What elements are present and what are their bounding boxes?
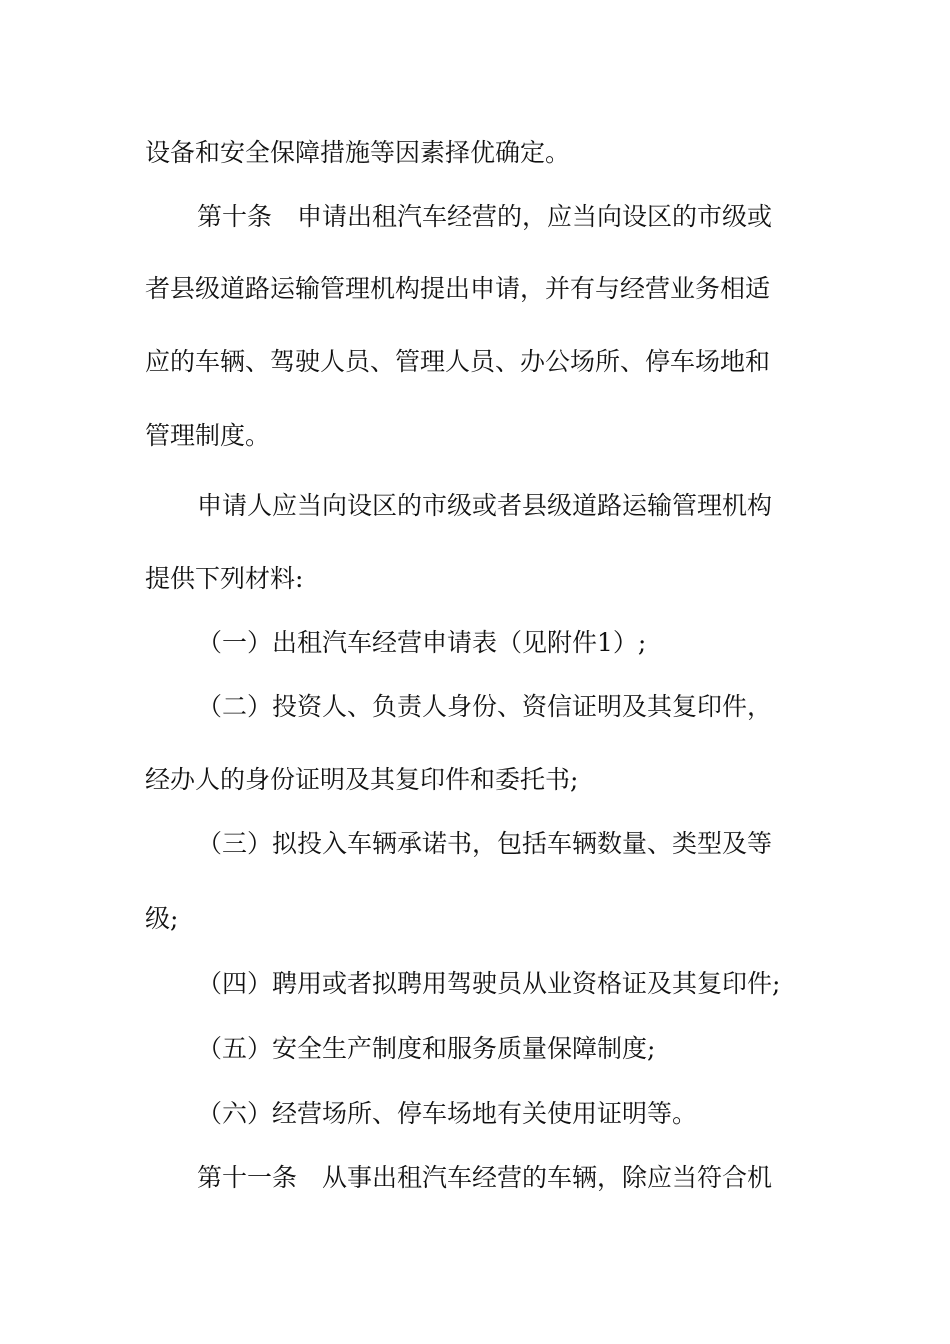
list-item-3-continued: 级;: [145, 904, 179, 933]
text-line-4: 应的车辆、驾驶人员、管理人员、办公场所、停车场地和: [145, 347, 771, 376]
text-line-6: 申请人应当向设区的市级或者县级道路运输管理机构: [197, 491, 773, 520]
text-line-5: 管理制度。: [145, 421, 271, 450]
list-item-1: （一）出租汽车经营申请表（见附件1）;: [197, 628, 647, 657]
list-item-2: （二）投资人、负责人身份、资信证明及其复印件，: [197, 692, 773, 721]
list-item-2-continued: 经办人的身份证明及其复印件和委托书;: [145, 765, 579, 794]
list-item-5: （五）安全生产制度和服务质量保障制度;: [197, 1034, 656, 1063]
list-item-4: （四）聘用或者拟聘用驾驶员从业资格证及其复印件;: [197, 969, 781, 998]
article-11-heading-line: 第十一条 从事出租汽车经营的车辆，除应当符合机: [197, 1163, 773, 1192]
list-item-6: （六）经营场所、停车场地有关使用证明等。: [197, 1099, 698, 1128]
text-line-7: 提供下列材料:: [145, 564, 304, 593]
text-line-3: 者县级道路运输管理机构提出申请，并有与经营业务相适: [145, 274, 771, 303]
article-10-heading-line: 第十条 申请出租汽车经营的，应当向设区的市级或: [197, 202, 773, 231]
list-item-3: （三）拟投入车辆承诺书，包括车辆数量、类型及等: [197, 829, 773, 858]
text-line-1: 设备和安全保障措施等因素择优确定。: [145, 138, 571, 167]
